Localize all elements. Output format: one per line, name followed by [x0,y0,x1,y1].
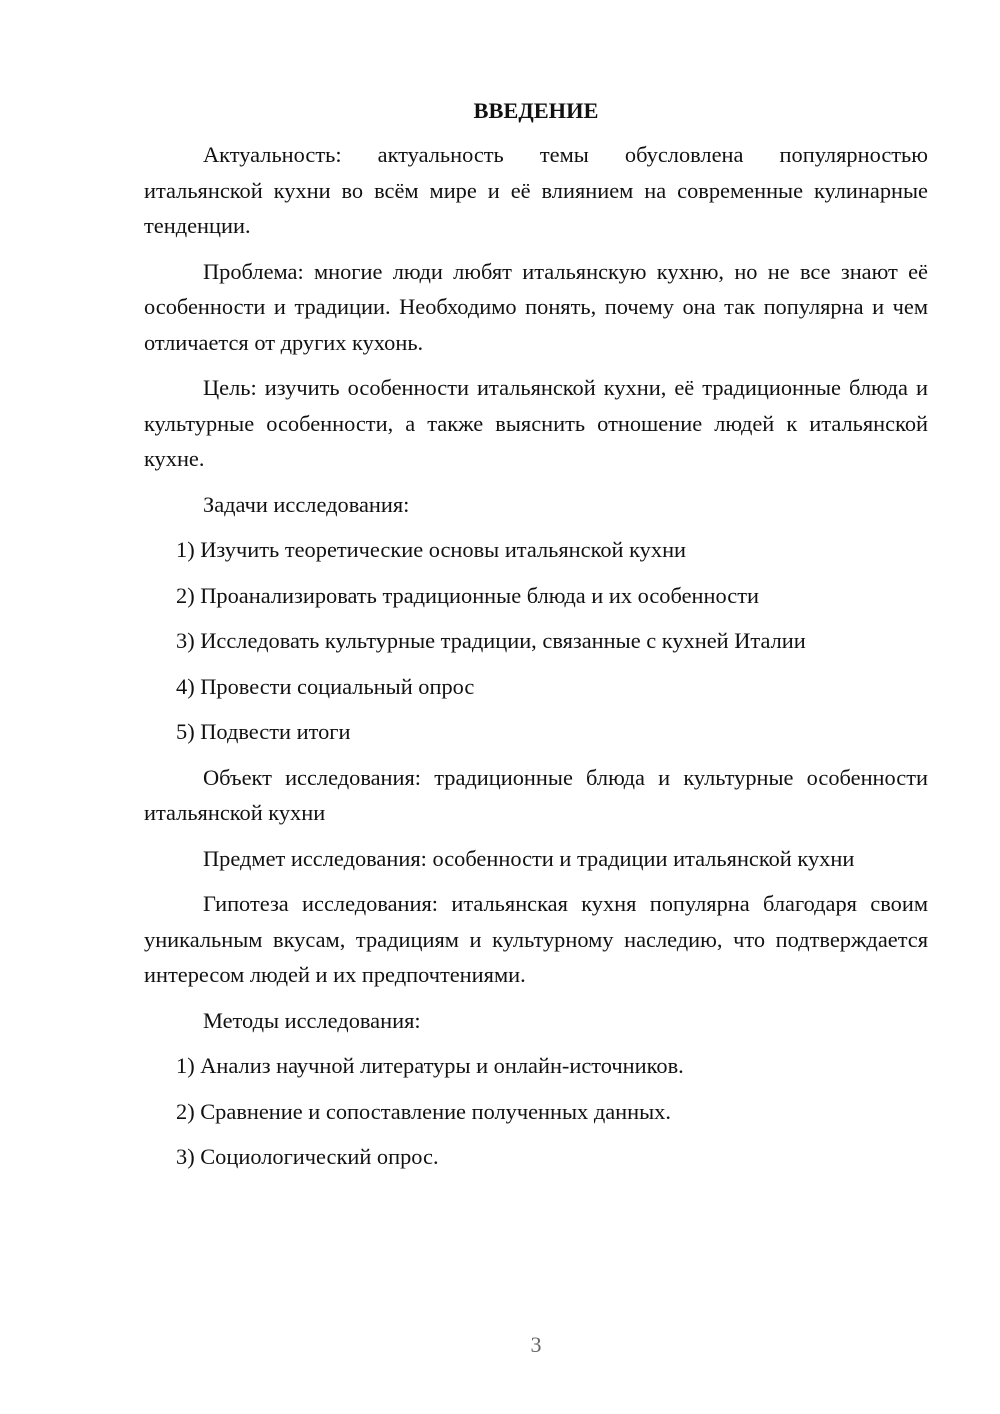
section-heading: ВВЕДЕНИЕ [473,98,599,123]
methods-title: Методы исследования: [203,1007,421,1033]
object-paragraph: Объект исследования: традиционные блюда и культурные особенности итальянской кухни [144,764,928,825]
task-item: 4) Провести социальный опрос [176,673,475,699]
relevance-paragraph: Актуальность: актуальность темы обусловлена популярностью итальянской кухни во всём мире и её влиянием на современные кулинарные тенденции. [144,142,928,238]
method-item: 1) Анализ научной литературы и онлайн-источников. [176,1053,684,1078]
task-item: 1) Изучить теоретические основы итальянской кухни [176,537,687,562]
tasks-title: Задачи исследования: [203,491,410,517]
method-item: 3) Социологический опрос. [176,1144,439,1169]
task-item: 3) Исследовать культурные традиции, связанные с кухней Италии [176,628,806,653]
task-item: 5) Подвести итоги [176,719,351,744]
page-number: 3 [530,1332,542,1357]
page-content [144,96,928,1185]
hypothesis-paragraph: Гипотеза исследования: итальянская кухня популярна благодаря своим уникальным вкусам, традициям и культурному наследию, что подтверждается интересом людей и их предпочтениями. [144,891,928,987]
method-item: 2) Сравнение и сопоставление полученных данных. [176,1098,671,1124]
subject-paragraph: Предмет исследования: особенности и традиции итальянской кухни [203,845,855,871]
goal-paragraph: Цель: изучить особенности итальянской кухни, её традиционные блюда и культурные особенности, а также выяснить отношение людей к итальянской кухне. [144,375,928,471]
task-item: 2) Проанализировать традиционные блюда и их особенности [176,582,759,608]
problem-paragraph: Проблема: многие люди любят итальянскую кухню, но не все знают её особенности и традиции. Необходимо понять, почему она так популярна и чем отличается от других кухонь. [144,258,928,355]
